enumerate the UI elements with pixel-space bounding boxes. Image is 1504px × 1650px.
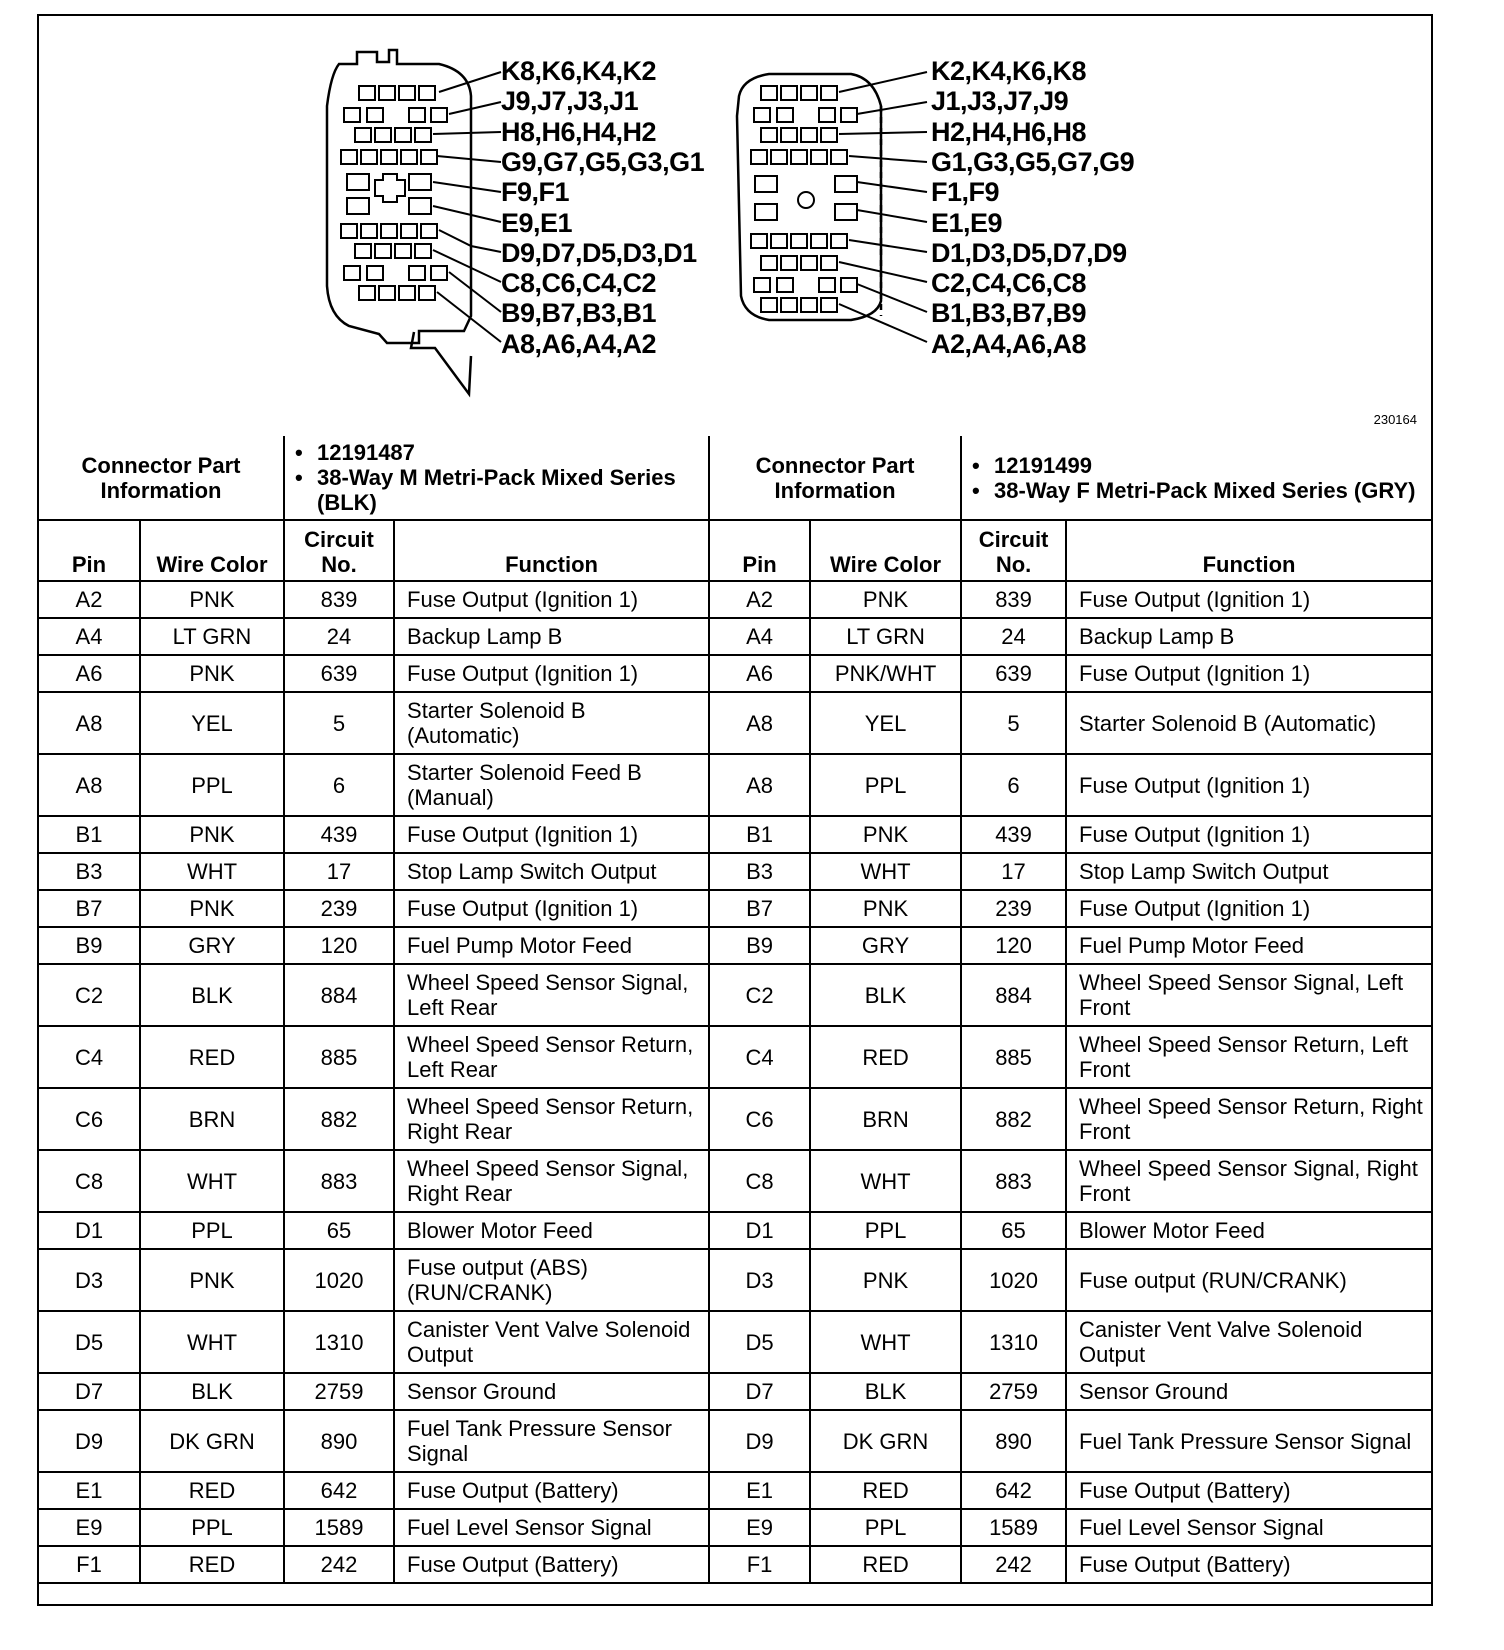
wire-color-cell: WHT xyxy=(140,1150,284,1212)
col-function: Function xyxy=(1066,520,1431,581)
function-cell: Wheel Speed Sensor Return, Left Rear xyxy=(394,1026,709,1088)
circuit-cell: 890 xyxy=(961,1410,1066,1472)
wire-color-cell: BRN xyxy=(810,1088,961,1150)
col-wire-color: Wire Color xyxy=(140,520,284,581)
pin-cell: D9 xyxy=(39,1410,140,1472)
left-connector-info: • 12191487 • 38-Way M Metri-Pack Mixed Series (BLK) xyxy=(284,436,709,520)
function-cell: Fuse output (RUN/CRANK) xyxy=(1066,1249,1431,1311)
table-row xyxy=(39,581,1431,618)
wire-color-cell: RED xyxy=(140,1472,284,1509)
circuit-cell: 884 xyxy=(961,964,1066,1026)
pin-cell: A8 xyxy=(39,754,140,816)
function-cell: Canister Vent Valve Solenoid Output xyxy=(394,1311,709,1373)
table-row xyxy=(39,1509,1431,1546)
function-cell: Fuse Output (Battery) xyxy=(1066,1546,1431,1583)
right-connector-outline xyxy=(737,74,881,320)
function-cell: Starter Solenoid B (Automatic) xyxy=(1066,692,1431,754)
col-circuit: Circuit No. xyxy=(284,520,394,581)
pin-cell: B1 xyxy=(39,816,140,853)
left-connector-cavities xyxy=(341,86,447,300)
pin-cell: C4 xyxy=(709,1026,810,1088)
wire-color-cell: RED xyxy=(810,1026,961,1088)
circuit-cell: 6 xyxy=(961,754,1066,816)
circuit-cell: 639 xyxy=(961,655,1066,692)
right-connector-info: • 12191499 • 38-Way F Metri-Pack Mixed Series (GRY) xyxy=(961,436,1431,520)
circuit-cell: 2759 xyxy=(284,1373,394,1410)
connector-drawings xyxy=(39,16,1431,436)
wire-color-cell: PPL xyxy=(140,1212,284,1249)
pin-cell: E9 xyxy=(39,1509,140,1546)
pin-cell: B1 xyxy=(709,816,810,853)
circuit-cell: 2759 xyxy=(961,1373,1066,1410)
circuit-cell: 642 xyxy=(284,1472,394,1509)
left-cavity-label: E9,E1 xyxy=(501,207,573,238)
circuit-cell: 1589 xyxy=(284,1509,394,1546)
pin-cell: A6 xyxy=(709,655,810,692)
function-cell: Sensor Ground xyxy=(1066,1373,1431,1410)
right-leader-lines xyxy=(839,72,927,342)
table-row xyxy=(39,754,1431,816)
circuit-cell: 65 xyxy=(284,1212,394,1249)
pin-cell: B9 xyxy=(709,927,810,964)
circuit-cell: 17 xyxy=(961,853,1066,890)
connector-end-view-sheet xyxy=(37,14,1433,1606)
pin-cell: F1 xyxy=(709,1546,810,1583)
circuit-cell: 839 xyxy=(284,581,394,618)
circuit-cell: 6 xyxy=(284,754,394,816)
pin-cell: D3 xyxy=(709,1249,810,1311)
col-wire-color: Wire Color xyxy=(810,520,961,581)
wire-color-cell: PPL xyxy=(140,754,284,816)
wire-color-cell: RED xyxy=(140,1546,284,1583)
pin-cell: B7 xyxy=(709,890,810,927)
wire-color-cell: RED xyxy=(140,1026,284,1088)
pin-cell: A8 xyxy=(709,692,810,754)
circuit-cell: 239 xyxy=(961,890,1066,927)
wire-color-cell: WHT xyxy=(810,853,961,890)
circuit-cell: 839 xyxy=(961,581,1066,618)
function-cell: Fuse Output (Battery) xyxy=(1066,1472,1431,1509)
table-row xyxy=(39,816,1431,853)
circuit-cell: 1310 xyxy=(961,1311,1066,1373)
wire-color-cell: LT GRN xyxy=(810,618,961,655)
table-row xyxy=(39,1311,1431,1373)
pin-cell: C6 xyxy=(39,1088,140,1150)
table-row xyxy=(39,1472,1431,1509)
wire-color-cell: PNK xyxy=(140,581,284,618)
function-cell: Fuse Output (Ignition 1) xyxy=(394,655,709,692)
pin-cell: E1 xyxy=(709,1472,810,1509)
table-row xyxy=(39,1546,1431,1583)
left-cavity-label: A8,A6,A4,A2 xyxy=(501,328,657,359)
right-part-number: 12191499 xyxy=(994,452,1092,478)
circuit-cell: 439 xyxy=(961,816,1066,853)
right-cavity-label: J1,J3,J7,J9 xyxy=(931,86,1069,117)
wire-color-cell: LT GRN xyxy=(140,618,284,655)
pin-cell: C2 xyxy=(39,964,140,1026)
circuit-cell: 5 xyxy=(961,692,1066,754)
col-circuit: Circuit No. xyxy=(961,520,1066,581)
right-connector-cavities xyxy=(751,86,857,312)
table-row xyxy=(39,618,1431,655)
pin-cell: D3 xyxy=(39,1249,140,1311)
circuit-cell: 642 xyxy=(961,1472,1066,1509)
circuit-cell: 890 xyxy=(284,1410,394,1472)
wire-color-cell: WHT xyxy=(140,1311,284,1373)
wire-color-cell: BLK xyxy=(810,964,961,1026)
circuit-cell: 885 xyxy=(284,1026,394,1088)
pin-cell: D5 xyxy=(709,1311,810,1373)
wire-color-cell: RED xyxy=(810,1472,961,1509)
right-cavity-label: D1,D3,D5,D7,D9 xyxy=(931,237,1127,268)
table-row xyxy=(39,1249,1431,1311)
pin-cell: A2 xyxy=(709,581,810,618)
pin-cell: B3 xyxy=(709,853,810,890)
function-cell: Wheel Speed Sensor Return, Left Front xyxy=(1066,1026,1431,1088)
circuit-cell: 1020 xyxy=(961,1249,1066,1311)
table-row xyxy=(39,890,1431,927)
pin-cell: D5 xyxy=(39,1311,140,1373)
table-row xyxy=(39,1088,1431,1150)
wire-color-cell: GRY xyxy=(810,927,961,964)
pin-cell: B9 xyxy=(39,927,140,964)
table-row xyxy=(39,1212,1431,1249)
wire-color-cell: PNK xyxy=(810,581,961,618)
wire-color-cell: PNK xyxy=(140,890,284,927)
wire-color-cell: WHT xyxy=(140,853,284,890)
wire-color-cell: BLK xyxy=(140,964,284,1026)
circuit-cell: 242 xyxy=(284,1546,394,1583)
pin-cell: A6 xyxy=(39,655,140,692)
wire-color-cell: YEL xyxy=(810,692,961,754)
function-cell: Fuel Level Sensor Signal xyxy=(1066,1509,1431,1546)
right-cavity-label: H2,H4,H6,H8 xyxy=(931,116,1087,147)
function-cell: Fuel Level Sensor Signal xyxy=(394,1509,709,1546)
wire-color-cell: PPL xyxy=(810,1509,961,1546)
pin-cell: D9 xyxy=(709,1410,810,1472)
wire-color-cell: PNK/WHT xyxy=(810,655,961,692)
left-connector-title: Connector Part Information xyxy=(39,436,284,520)
function-cell: Fuse Output (Battery) xyxy=(394,1472,709,1509)
wire-color-cell: PNK xyxy=(140,1249,284,1311)
circuit-cell: 120 xyxy=(961,927,1066,964)
wire-color-cell: RED xyxy=(810,1546,961,1583)
function-cell: Fuel Pump Motor Feed xyxy=(1066,927,1431,964)
wire-color-cell: WHT xyxy=(810,1311,961,1373)
function-cell: Wheel Speed Sensor Return, Right Rear xyxy=(394,1088,709,1150)
wire-color-cell: PNK xyxy=(140,816,284,853)
circuit-cell: 24 xyxy=(961,618,1066,655)
circuit-cell: 885 xyxy=(961,1026,1066,1088)
circuit-cell: 65 xyxy=(961,1212,1066,1249)
function-cell: Fuse Output (Ignition 1) xyxy=(394,890,709,927)
circuit-cell: 5 xyxy=(284,692,394,754)
pin-cell: D1 xyxy=(39,1212,140,1249)
pinout-table xyxy=(39,436,1431,1584)
table-row xyxy=(39,692,1431,754)
wire-color-cell: WHT xyxy=(810,1150,961,1212)
left-cavity-label: K8,K6,K4,K2 xyxy=(501,56,657,86)
wire-color-cell: PPL xyxy=(810,1212,961,1249)
pin-cell: C8 xyxy=(709,1150,810,1212)
function-cell: Wheel Speed Sensor Signal, Left Rear xyxy=(394,964,709,1026)
function-cell: Fuel Tank Pressure Sensor Signal xyxy=(394,1410,709,1472)
wire-color-cell: PNK xyxy=(810,890,961,927)
pin-cell: C8 xyxy=(39,1150,140,1212)
circuit-cell: 884 xyxy=(284,964,394,1026)
circuit-cell: 1020 xyxy=(284,1249,394,1311)
left-cavity-label: G9,G7,G5,G3,G1 xyxy=(501,146,705,177)
wire-color-cell: DK GRN xyxy=(140,1410,284,1472)
table-row xyxy=(39,1410,1431,1472)
circuit-cell: 882 xyxy=(284,1088,394,1150)
right-cavity-label: B1,B3,B7,B9 xyxy=(931,298,1087,329)
function-cell: Fuel Pump Motor Feed xyxy=(394,927,709,964)
pin-cell: D7 xyxy=(39,1373,140,1410)
circuit-cell: 883 xyxy=(284,1150,394,1212)
left-leader-lines xyxy=(433,72,501,342)
function-cell: Fuel Tank Pressure Sensor Signal xyxy=(1066,1410,1431,1472)
pin-cell: E9 xyxy=(709,1509,810,1546)
circuit-cell: 1589 xyxy=(961,1509,1066,1546)
function-cell: Starter Solenoid B (Automatic) xyxy=(394,692,709,754)
pin-cell: A4 xyxy=(709,618,810,655)
pin-cell: A8 xyxy=(39,692,140,754)
right-cavity-label: F1,F9 xyxy=(931,177,1000,208)
pin-cell: C2 xyxy=(709,964,810,1026)
function-cell: Fuse Output (Ignition 1) xyxy=(394,816,709,853)
pin-cell: A2 xyxy=(39,581,140,618)
pin-cell: B3 xyxy=(39,853,140,890)
right-cavity-label: G1,G3,G5,G7,G9 xyxy=(931,146,1135,177)
function-cell: Fuse Output (Ignition 1) xyxy=(1066,655,1431,692)
circuit-cell: 439 xyxy=(284,816,394,853)
function-cell: Canister Vent Valve Solenoid Output xyxy=(1066,1311,1431,1373)
right-cavity-label: K2,K4,K6,K8 xyxy=(931,56,1087,86)
function-cell: Wheel Speed Sensor Signal, Right Rear xyxy=(394,1150,709,1212)
wire-color-cell: BLK xyxy=(140,1373,284,1410)
pin-cell: D1 xyxy=(709,1212,810,1249)
left-cavity-label: F9,F1 xyxy=(501,177,570,208)
function-cell: Blower Motor Feed xyxy=(394,1212,709,1249)
right-cavity-label: C2,C4,C6,C8 xyxy=(931,268,1087,299)
circuit-cell: 882 xyxy=(961,1088,1066,1150)
left-cavity-label: D9,D7,D5,D3,D1 xyxy=(501,237,697,268)
function-cell: Backup Lamp B xyxy=(394,618,709,655)
right-cavity-label: E1,E9 xyxy=(931,207,1003,238)
table-row xyxy=(39,927,1431,964)
function-cell: Stop Lamp Switch Output xyxy=(1066,853,1431,890)
circuit-cell: 883 xyxy=(961,1150,1066,1212)
pin-cell: E1 xyxy=(39,1472,140,1509)
function-cell: Fuse Output (Ignition 1) xyxy=(1066,890,1431,927)
right-cavity-label: A2,A4,A6,A8 xyxy=(931,328,1087,359)
wire-color-cell: YEL xyxy=(140,692,284,754)
table-row xyxy=(39,1150,1431,1212)
table-row xyxy=(39,964,1431,1026)
pin-cell: C4 xyxy=(39,1026,140,1088)
function-cell: Sensor Ground xyxy=(394,1373,709,1410)
function-cell: Wheel Speed Sensor Signal, Right Front xyxy=(1066,1150,1431,1212)
table-row xyxy=(39,1373,1431,1410)
table-row xyxy=(39,1026,1431,1088)
left-cavity-label: C8,C6,C4,C2 xyxy=(501,268,657,299)
function-cell: Blower Motor Feed xyxy=(1066,1212,1431,1249)
function-cell: Stop Lamp Switch Output xyxy=(394,853,709,890)
wire-color-cell: BRN xyxy=(140,1088,284,1150)
col-function: Function xyxy=(394,520,709,581)
circuit-cell: 24 xyxy=(284,618,394,655)
table-row xyxy=(39,655,1431,692)
left-cavity-label: B9,B7,B3,B1 xyxy=(501,298,657,329)
wire-color-cell: PPL xyxy=(140,1509,284,1546)
right-connector-description: 38-Way F Metri-Pack Mixed Series (GRY) xyxy=(994,477,1416,503)
circuit-cell: 17 xyxy=(284,853,394,890)
pin-cell: A8 xyxy=(709,754,810,816)
wire-color-cell: DK GRN xyxy=(810,1410,961,1472)
right-connector-title: Connector Part Information xyxy=(709,436,961,520)
function-cell: Fuse Output (Ignition 1) xyxy=(394,581,709,618)
circuit-cell: 120 xyxy=(284,927,394,964)
function-cell: Fuse Output (Ignition 1) xyxy=(1066,581,1431,618)
wire-color-cell: GRY xyxy=(140,927,284,964)
wire-color-cell: PNK xyxy=(810,1249,961,1311)
function-cell: Backup Lamp B xyxy=(1066,618,1431,655)
pin-cell: D7 xyxy=(709,1373,810,1410)
function-cell: Fuse output (ABS) (RUN/CRANK) xyxy=(394,1249,709,1311)
wire-color-cell: PPL xyxy=(810,754,961,816)
function-cell: Fuse Output (Ignition 1) xyxy=(1066,816,1431,853)
left-cavity-label: H8,H6,H4,H2 xyxy=(501,116,657,147)
pin-cell: F1 xyxy=(39,1546,140,1583)
column-header-row xyxy=(39,520,1431,581)
connector-info-row xyxy=(39,436,1431,520)
circuit-cell: 242 xyxy=(961,1546,1066,1583)
circuit-cell: 1310 xyxy=(284,1311,394,1373)
left-part-number: 12191487 xyxy=(317,440,415,465)
pin-cell: A4 xyxy=(39,618,140,655)
function-cell: Starter Solenoid Feed B (Manual) xyxy=(394,754,709,816)
wire-color-cell: PNK xyxy=(810,816,961,853)
circuit-cell: 239 xyxy=(284,890,394,927)
wire-color-cell: BLK xyxy=(810,1373,961,1410)
wire-color-cell: PNK xyxy=(140,655,284,692)
col-pin: Pin xyxy=(39,520,140,581)
left-cavity-label: J9,J7,J3,J1 xyxy=(501,86,639,117)
figure-id: 230164 xyxy=(1373,412,1417,427)
function-cell: Fuse Output (Battery) xyxy=(394,1546,709,1583)
pin-cell: C6 xyxy=(709,1088,810,1150)
table-row xyxy=(39,853,1431,890)
function-cell: Fuse Output (Ignition 1) xyxy=(1066,754,1431,816)
circuit-cell: 639 xyxy=(284,655,394,692)
function-cell: Wheel Speed Sensor Return, Right Front xyxy=(1066,1088,1431,1150)
col-pin: Pin xyxy=(709,520,810,581)
connector-diagram xyxy=(39,16,1431,436)
function-cell: Wheel Speed Sensor Signal, Left Front xyxy=(1066,964,1431,1026)
left-connector-description: 38-Way M Metri-Pack Mixed Series (BLK) xyxy=(317,465,676,515)
pin-cell: B7 xyxy=(39,890,140,927)
